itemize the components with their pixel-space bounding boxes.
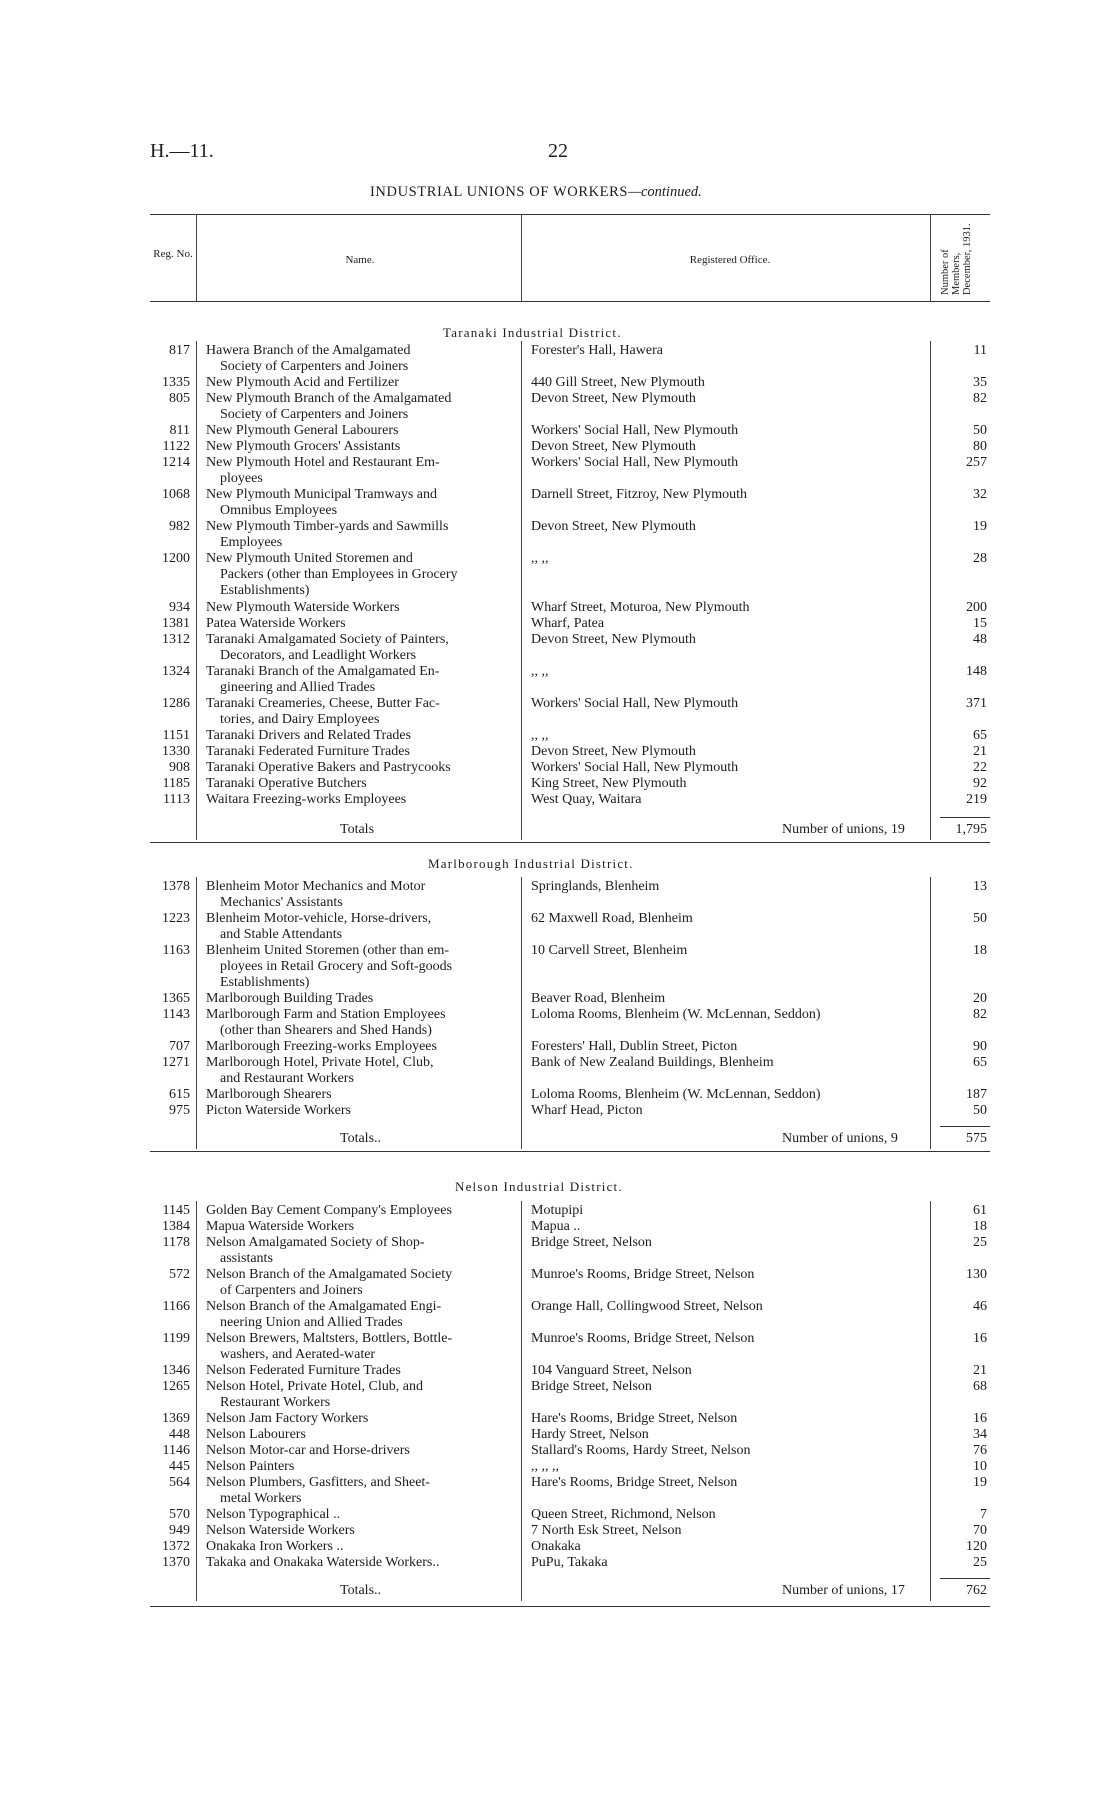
union-name-line: Onakaka Iron Workers .. bbox=[206, 1539, 344, 1554]
reg-number: 1369 bbox=[162, 1411, 190, 1426]
union-name-line: Marlborough Hotel, Private Hotel, Club, bbox=[206, 1055, 434, 1070]
reg-number: 564 bbox=[169, 1475, 190, 1490]
section-end-rule bbox=[150, 1606, 990, 1607]
union-name-line: assistants bbox=[220, 1251, 273, 1266]
union-name-line: New Plymouth Timber-yards and Sawmills bbox=[206, 519, 449, 534]
reg-number: 1265 bbox=[162, 1379, 190, 1394]
union-name-line: New Plymouth Hotel and Restaurant Em- bbox=[206, 455, 440, 470]
reg-number: 908 bbox=[169, 760, 190, 775]
registered-office: Devon Street, New Plymouth bbox=[531, 439, 696, 454]
union-name-line: Nelson Federated Furniture Trades bbox=[206, 1363, 401, 1378]
reg-number: 1381 bbox=[162, 616, 190, 631]
reg-number: 615 bbox=[169, 1087, 190, 1102]
reg-number: 1223 bbox=[162, 911, 190, 926]
union-name-line: Nelson Branch of the Amalgamated Engi- bbox=[206, 1299, 442, 1314]
union-name bbox=[206, 1523, 512, 1539]
member-count: 65 bbox=[973, 728, 987, 743]
union-name bbox=[206, 911, 512, 943]
union-name bbox=[206, 600, 512, 616]
members-total: 1,795 bbox=[955, 822, 987, 837]
union-name-line: Restaurant Workers bbox=[220, 1395, 331, 1410]
totals-label: Totals.. bbox=[340, 1131, 382, 1146]
union-name bbox=[206, 519, 512, 551]
member-count: 61 bbox=[973, 1203, 987, 1218]
union-name-line: Blenheim Motor Mechanics and Motor bbox=[206, 879, 426, 894]
union-name bbox=[206, 744, 512, 760]
reg-number: 811 bbox=[169, 423, 190, 438]
union-name-line: Establishments) bbox=[220, 583, 310, 598]
registered-office: Munroe's Rooms, Bridge Street, Nelson bbox=[531, 1267, 755, 1282]
union-name bbox=[206, 1539, 512, 1555]
union-name-line: Nelson Typographical .. bbox=[206, 1507, 341, 1522]
reg-number: 1151 bbox=[162, 728, 190, 743]
registered-office: Bridge Street, Nelson bbox=[531, 1235, 652, 1250]
registered-office: 104 Vanguard Street, Nelson bbox=[531, 1363, 692, 1378]
district-heading: Taranaki Industrial District. bbox=[443, 325, 622, 340]
union-name bbox=[206, 1459, 512, 1475]
union-name-line: Marlborough Freezing-works Employees bbox=[206, 1039, 437, 1054]
reg-number: 805 bbox=[169, 391, 190, 406]
reg-number: 1271 bbox=[162, 1055, 190, 1070]
members-total: 762 bbox=[966, 1583, 987, 1598]
registered-office: PuPu, Takaka bbox=[531, 1555, 608, 1570]
union-name-line: of Carpenters and Joiners bbox=[220, 1283, 363, 1298]
union-name-line: Employees bbox=[220, 535, 283, 550]
union-name-line: New Plymouth Branch of the Amalgamated bbox=[206, 391, 452, 406]
union-name-line: washers, and Aerated-water bbox=[220, 1347, 376, 1362]
union-name-line: neering Union and Allied Trades bbox=[220, 1315, 403, 1330]
union-name-line: Establishments) bbox=[220, 975, 310, 990]
union-name bbox=[206, 1475, 512, 1507]
members-total: 575 bbox=[966, 1131, 987, 1146]
union-name-line: Patea Waterside Workers bbox=[206, 616, 346, 631]
district-heading: Nelson Industrial District. bbox=[455, 1179, 623, 1194]
union-name bbox=[206, 879, 512, 911]
member-count: 10 bbox=[973, 1459, 987, 1474]
registered-office: Wharf, Patea bbox=[531, 616, 605, 631]
page-title-suffix: —continued. bbox=[628, 184, 702, 200]
union-name-line: and Restaurant Workers bbox=[220, 1071, 354, 1086]
union-name-line: tories, and Dairy Employees bbox=[220, 712, 380, 727]
member-count: 15 bbox=[973, 616, 987, 631]
union-name bbox=[206, 664, 512, 696]
union-name-line: Taranaki Creameries, Cheese, Butter Fac- bbox=[206, 696, 440, 711]
registered-office: Springlands, Blenheim bbox=[531, 879, 660, 894]
union-name-line: Nelson Painters bbox=[206, 1459, 295, 1474]
union-name-line: Hawera Branch of the Amalgamated bbox=[206, 343, 411, 358]
union-name-line: New Plymouth Acid and Fertilizer bbox=[206, 375, 399, 390]
union-name-line: Blenheim United Storemen (other than em- bbox=[206, 943, 449, 958]
union-name-line: Taranaki Branch of the Amalgamated En- bbox=[206, 664, 440, 679]
member-count: 16 bbox=[973, 1331, 987, 1346]
registered-office: Devon Street, New Plymouth bbox=[531, 632, 696, 647]
reg-number: 975 bbox=[169, 1103, 190, 1118]
union-name-line: ployees bbox=[220, 471, 263, 486]
reg-number: 1178 bbox=[162, 1235, 190, 1250]
member-count: 21 bbox=[973, 1363, 987, 1378]
union-name-line: Picton Waterside Workers bbox=[206, 1103, 351, 1118]
union-name bbox=[206, 1103, 512, 1119]
union-name bbox=[206, 1267, 512, 1299]
union-name-line: New Plymouth Municipal Tramways and bbox=[206, 487, 437, 502]
union-name-line: New Plymouth Grocers' Assistants bbox=[206, 439, 401, 454]
union-name bbox=[206, 1443, 512, 1459]
reg-number: 934 bbox=[169, 600, 190, 615]
reg-divider bbox=[196, 1201, 197, 1601]
union-name bbox=[206, 792, 512, 808]
header-top-rule bbox=[150, 214, 990, 215]
reg-number: 1335 bbox=[162, 375, 190, 390]
union-name bbox=[206, 1379, 512, 1411]
union-name bbox=[206, 455, 512, 487]
registered-office: Workers' Social Hall, New Plymouth bbox=[531, 455, 739, 470]
registered-office: Loloma Rooms, Blenheim (W. McLennan, Seddon) bbox=[531, 1087, 821, 1102]
reg-number: 1143 bbox=[162, 1007, 190, 1022]
reg-divider bbox=[196, 341, 197, 840]
union-name-line: and Stable Attendants bbox=[220, 927, 343, 942]
union-name-line: Nelson Amalgamated Society of Shop- bbox=[206, 1235, 425, 1250]
registered-office: Motupipi bbox=[531, 1203, 584, 1218]
reg-number: 1113 bbox=[163, 792, 190, 807]
union-name bbox=[206, 1363, 512, 1379]
member-count: 371 bbox=[966, 696, 987, 711]
union-name bbox=[206, 728, 512, 744]
registered-office: Beaver Road, Blenheim bbox=[531, 991, 666, 1006]
member-count: 82 bbox=[973, 391, 987, 406]
registered-office: ,, ,, bbox=[531, 728, 549, 743]
totals-label: Totals bbox=[340, 822, 375, 837]
union-name-line: Waitara Freezing-works Employees bbox=[206, 792, 407, 807]
column-header-name: Name. bbox=[345, 254, 375, 266]
header-divider bbox=[930, 214, 931, 302]
registered-office: Munroe's Rooms, Bridge Street, Nelson bbox=[531, 1331, 755, 1346]
union-name bbox=[206, 1331, 512, 1363]
member-count: 92 bbox=[973, 776, 987, 791]
reg-number: 1370 bbox=[162, 1555, 190, 1570]
section-end-rule bbox=[150, 842, 990, 843]
member-count: 7 bbox=[980, 1507, 987, 1522]
union-name-line: Taranaki Operative Bakers and Pastrycooks bbox=[206, 760, 451, 775]
section-end-rule bbox=[150, 1151, 990, 1152]
union-name-line: Taranaki Federated Furniture Trades bbox=[206, 744, 410, 759]
registered-office: Hare's Rooms, Bridge Street, Nelson bbox=[531, 1475, 738, 1490]
member-count: 16 bbox=[973, 1411, 987, 1426]
member-count: 21 bbox=[973, 744, 987, 759]
unions-count: Number of unions, 17 bbox=[782, 1583, 905, 1598]
reg-number: 1145 bbox=[162, 1203, 190, 1218]
union-name-line: Nelson Waterside Workers bbox=[206, 1523, 355, 1538]
union-name bbox=[206, 943, 512, 991]
member-count: 200 bbox=[966, 600, 987, 615]
member-count: 130 bbox=[966, 1267, 987, 1282]
union-name-line: Takaka and Onakaka Waterside Workers.. bbox=[206, 1555, 440, 1570]
reg-number: 817 bbox=[169, 343, 190, 358]
union-name-line: Nelson Branch of the Amalgamated Society bbox=[206, 1267, 453, 1282]
union-name bbox=[206, 1039, 512, 1055]
union-name bbox=[206, 1203, 512, 1219]
reg-number: 707 bbox=[169, 1039, 190, 1054]
reg-number: 1166 bbox=[162, 1299, 190, 1314]
member-count: 120 bbox=[966, 1539, 987, 1554]
union-name bbox=[206, 632, 512, 664]
union-name bbox=[206, 391, 512, 423]
union-name-line: ployees in Retail Grocery and Soft-goods bbox=[220, 959, 453, 974]
member-count: 32 bbox=[973, 487, 987, 502]
registered-office: 440 Gill Street, New Plymouth bbox=[531, 375, 705, 390]
name-divider bbox=[521, 1201, 522, 1601]
member-count: 46 bbox=[973, 1299, 987, 1314]
member-count: 82 bbox=[973, 1007, 987, 1022]
header-bottom-rule bbox=[150, 301, 990, 302]
member-count: 48 bbox=[973, 632, 987, 647]
union-name-line: Packers (other than Employees in Grocery bbox=[220, 567, 458, 582]
member-count: 50 bbox=[973, 911, 987, 926]
member-count: 187 bbox=[966, 1087, 987, 1102]
member-count: 50 bbox=[973, 1103, 987, 1118]
union-name bbox=[206, 375, 512, 391]
registered-office: Darnell Street, Fitzroy, New Plymouth bbox=[531, 487, 748, 502]
reg-number: 1365 bbox=[162, 991, 190, 1006]
registered-office: ,, ,, bbox=[531, 664, 549, 679]
member-count: 18 bbox=[973, 943, 987, 958]
column-header-members-text: Number of Members, December, 1931. bbox=[940, 223, 973, 295]
registered-office: Devon Street, New Plymouth bbox=[531, 519, 696, 534]
member-count: 76 bbox=[973, 1443, 987, 1458]
registered-office: Wharf Head, Picton bbox=[531, 1103, 643, 1118]
registered-office: Orange Hall, Collingwood Street, Nelson bbox=[531, 1299, 763, 1314]
union-name-line: metal Workers bbox=[220, 1491, 302, 1506]
union-name-line: (other than Shearers and Shed Hands) bbox=[220, 1023, 432, 1038]
union-name bbox=[206, 1299, 512, 1331]
member-count: 18 bbox=[973, 1219, 987, 1234]
member-count: 19 bbox=[973, 519, 987, 534]
union-name-line: Taranaki Operative Butchers bbox=[206, 776, 367, 791]
union-name-line: Decorators, and Leadlight Workers bbox=[220, 648, 417, 663]
reg-number: 1146 bbox=[162, 1443, 190, 1458]
reg-number: 949 bbox=[169, 1523, 190, 1538]
member-count: 13 bbox=[973, 879, 987, 894]
registered-office: Forester's Hall, Hawera bbox=[531, 343, 663, 358]
union-name bbox=[206, 551, 512, 599]
union-name bbox=[206, 1087, 512, 1103]
registered-office: ,, ,, bbox=[531, 551, 549, 566]
header-divider bbox=[521, 214, 522, 302]
total-top-rule bbox=[940, 817, 990, 818]
union-name bbox=[206, 760, 512, 776]
registered-office: Onakaka bbox=[531, 1539, 581, 1554]
unions-count: Number of unions, 9 bbox=[782, 1131, 898, 1146]
union-name bbox=[206, 776, 512, 792]
union-name bbox=[206, 616, 512, 632]
registered-office: Devon Street, New Plymouth bbox=[531, 744, 696, 759]
union-name-line: Golden Bay Cement Company's Employees bbox=[206, 1203, 452, 1218]
member-count: 35 bbox=[973, 375, 987, 390]
column-header-office: Registered Office. bbox=[689, 254, 771, 266]
union-name bbox=[206, 1411, 512, 1427]
member-count: 25 bbox=[973, 1235, 987, 1250]
member-count: 34 bbox=[973, 1427, 987, 1442]
registered-office: Mapua .. bbox=[531, 1219, 581, 1234]
union-name bbox=[206, 1007, 512, 1039]
reg-divider bbox=[196, 877, 197, 1149]
reg-number: 572 bbox=[169, 1267, 190, 1282]
registered-office: Stallard's Rooms, Hardy Street, Nelson bbox=[531, 1443, 751, 1458]
union-name-line: New Plymouth Waterside Workers bbox=[206, 600, 400, 615]
registered-office: West Quay, Waitara bbox=[531, 792, 642, 807]
page-title bbox=[370, 184, 702, 201]
union-name-line: Society of Carpenters and Joiners bbox=[220, 359, 409, 374]
union-name-line: Mapua Waterside Workers bbox=[206, 1219, 355, 1234]
reg-number: 1312 bbox=[162, 632, 190, 647]
registered-office: Loloma Rooms, Blenheim (W. McLennan, Seddon) bbox=[531, 1007, 821, 1022]
reg-number: 570 bbox=[169, 1507, 190, 1522]
registered-office: Workers' Social Hall, New Plymouth bbox=[531, 696, 739, 711]
registered-office: Devon Street, New Plymouth bbox=[531, 391, 696, 406]
reg-number: 448 bbox=[169, 1427, 190, 1442]
member-count: 22 bbox=[973, 760, 987, 775]
member-count: 28 bbox=[973, 551, 987, 566]
registered-office: 10 Carvell Street, Blenheim bbox=[531, 943, 688, 958]
union-name bbox=[206, 1235, 512, 1267]
union-name-line: New Plymouth United Storemen and bbox=[206, 551, 413, 566]
member-count: 20 bbox=[973, 991, 987, 1006]
reg-number: 1346 bbox=[162, 1363, 190, 1378]
reg-number: 1324 bbox=[162, 664, 190, 679]
union-name-line: New Plymouth General Labourers bbox=[206, 423, 399, 438]
union-name bbox=[206, 423, 512, 439]
reg-number: 1384 bbox=[162, 1219, 190, 1234]
reg-number: 1372 bbox=[162, 1539, 190, 1554]
registered-office: Workers' Social Hall, New Plymouth bbox=[531, 423, 739, 438]
registered-office: ,, ,, ,, bbox=[531, 1459, 559, 1474]
union-name-line: Omnibus Employees bbox=[220, 503, 338, 518]
union-name bbox=[206, 1555, 512, 1571]
member-count: 65 bbox=[973, 1055, 987, 1070]
union-name-line: Marlborough Building Trades bbox=[206, 991, 374, 1006]
header-divider bbox=[196, 214, 197, 302]
total-top-rule bbox=[940, 1126, 990, 1127]
union-name bbox=[206, 343, 512, 375]
reg-number: 1199 bbox=[162, 1331, 190, 1346]
union-name-line: Nelson Labourers bbox=[206, 1427, 306, 1442]
name-divider bbox=[521, 877, 522, 1149]
union-name-line: Nelson Jam Factory Workers bbox=[206, 1411, 369, 1426]
unions-count: Number of unions, 19 bbox=[782, 822, 905, 837]
union-name-line: Mechanics' Assistants bbox=[220, 895, 343, 910]
union-name bbox=[206, 1219, 512, 1235]
union-name-line: Nelson Motor-car and Horse-drivers bbox=[206, 1443, 410, 1458]
registered-office: Foresters' Hall, Dublin Street, Picton bbox=[531, 1039, 738, 1054]
reg-number: 1286 bbox=[162, 696, 190, 711]
union-name bbox=[206, 1055, 512, 1087]
union-name-line: Blenheim Motor-vehicle, Horse-drivers, bbox=[206, 911, 432, 926]
member-count: 148 bbox=[966, 664, 987, 679]
registered-office: Wharf Street, Moturoa, New Plymouth bbox=[531, 600, 750, 615]
union-name bbox=[206, 1507, 512, 1523]
column-header-members bbox=[942, 221, 1008, 295]
member-count: 11 bbox=[973, 343, 987, 358]
union-name-line: Taranaki Amalgamated Society of Painters, bbox=[206, 632, 449, 647]
union-name-line: gineering and Allied Trades bbox=[220, 680, 376, 695]
total-top-rule bbox=[940, 1578, 990, 1579]
column-header-reg: Reg. No. bbox=[153, 248, 193, 260]
union-name-line: Nelson Hotel, Private Hotel, Club, and bbox=[206, 1379, 423, 1394]
name-divider bbox=[521, 341, 522, 840]
member-count: 25 bbox=[973, 1555, 987, 1570]
reg-number: 1163 bbox=[162, 943, 190, 958]
member-count: 90 bbox=[973, 1039, 987, 1054]
reg-number: 982 bbox=[169, 519, 190, 534]
reg-number: 1330 bbox=[162, 744, 190, 759]
reg-number: 1200 bbox=[162, 551, 190, 566]
registered-office: 7 North Esk Street, Nelson bbox=[531, 1523, 682, 1538]
union-name bbox=[206, 991, 512, 1007]
union-name-line: Nelson Brewers, Maltsters, Bottlers, Bottle- bbox=[206, 1331, 453, 1346]
reg-number: 1122 bbox=[162, 439, 190, 454]
registered-office: Workers' Social Hall, New Plymouth bbox=[531, 760, 739, 775]
reg-number: 1185 bbox=[162, 776, 190, 791]
registered-office: Bank of New Zealand Buildings, Blenheim bbox=[531, 1055, 774, 1070]
district-heading: Marlborough Industrial District. bbox=[428, 856, 634, 871]
union-name bbox=[206, 487, 512, 519]
union-name-line: Taranaki Drivers and Related Trades bbox=[206, 728, 412, 743]
union-name-line: Nelson Plumbers, Gasfitters, and Sheet- bbox=[206, 1475, 430, 1490]
member-count: 80 bbox=[973, 439, 987, 454]
member-count: 50 bbox=[973, 423, 987, 438]
member-count: 68 bbox=[973, 1379, 987, 1394]
union-name bbox=[206, 439, 512, 455]
reg-number: 1068 bbox=[162, 487, 190, 502]
member-count: 219 bbox=[966, 792, 987, 807]
totals-label: Totals.. bbox=[340, 1583, 382, 1598]
union-name bbox=[206, 1427, 512, 1443]
registered-office: Hare's Rooms, Bridge Street, Nelson bbox=[531, 1411, 738, 1426]
union-name-line: Society of Carpenters and Joiners bbox=[220, 407, 409, 422]
registered-office: King Street, New Plymouth bbox=[531, 776, 687, 791]
reg-number: 1214 bbox=[162, 455, 190, 470]
member-count: 19 bbox=[973, 1475, 987, 1490]
page-number: 22 bbox=[548, 140, 568, 162]
reg-number: 1378 bbox=[162, 879, 190, 894]
page-title-text: INDUSTRIAL UNIONS OF WORKERS bbox=[370, 184, 629, 200]
union-name bbox=[206, 696, 512, 728]
registered-office: Bridge Street, Nelson bbox=[531, 1379, 652, 1394]
registered-office: Queen Street, Richmond, Nelson bbox=[531, 1507, 716, 1522]
registered-office: 62 Maxwell Road, Blenheim bbox=[531, 911, 693, 926]
reg-number: 445 bbox=[169, 1459, 190, 1474]
member-count: 70 bbox=[973, 1523, 987, 1538]
registered-office: Hardy Street, Nelson bbox=[531, 1427, 649, 1442]
member-count: 257 bbox=[966, 455, 987, 470]
union-name-line: Marlborough Shearers bbox=[206, 1087, 332, 1102]
report-reference: H.—11. bbox=[150, 140, 214, 162]
union-name-line: Marlborough Farm and Station Employees bbox=[206, 1007, 446, 1022]
